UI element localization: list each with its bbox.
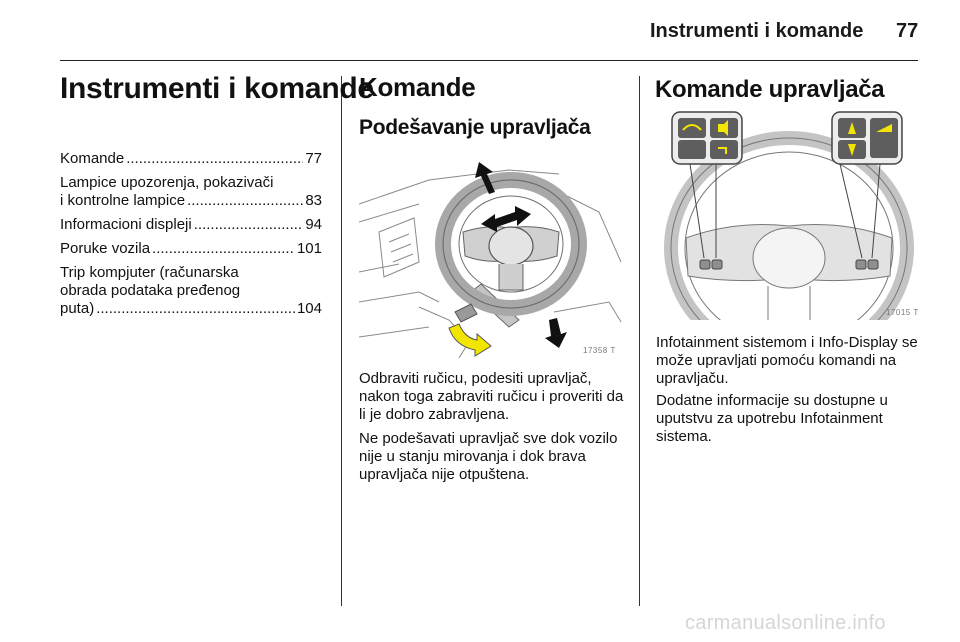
- section-title-komande: Komande: [359, 72, 476, 102]
- toc-page-number: 94: [305, 216, 322, 233]
- steering-adjustment-figure: [359, 152, 623, 358]
- steering-controls-illustration: [656, 108, 922, 320]
- toc-entry-text: Trip kompjuter (računarska: [60, 264, 239, 281]
- toc-entry-text: i kontrolne lampice: [60, 192, 186, 209]
- figure-code: 17358 T: [583, 346, 616, 355]
- steering-wheel: [443, 180, 579, 308]
- steering-adjustment-illustration: [359, 152, 623, 358]
- toc-entry[interactable]: [60, 174, 322, 210]
- running-header-title: Instrumenti i komande: [650, 20, 864, 42]
- toc-entry-text: Poruke vozila: [60, 240, 151, 257]
- paragraph: Ne podešavati upravljač sve dok vozilo nije u stanju mirovanja i dok brava upravljača nije otpuštena.: [359, 430, 618, 483]
- right-controls-callout: [832, 112, 902, 164]
- toc-page-number: 104: [296, 300, 322, 317]
- toc-leader-dots: [194, 216, 304, 234]
- column-divider-1: [341, 76, 342, 606]
- section-title-komande-upravljaca: Komande upravljača: [655, 76, 885, 103]
- figure-code: 17015 T: [886, 308, 919, 317]
- paragraph: Odbraviti ručicu, podesiti upravljač, nakon toga zabraviti ručicu i proveriti da li je dobro zabravljena.: [359, 370, 624, 423]
- toc-entry-text: Informacioni displeji: [60, 216, 192, 233]
- arrow-down-icon: [545, 318, 567, 348]
- toc-entry-text: Komande: [60, 150, 125, 167]
- header-rule: [60, 60, 918, 61]
- toc-leader-dots: [96, 300, 295, 318]
- lever-arrow-icon: [449, 324, 491, 356]
- paragraph: Dodatne informacije su dostupne u uputstvu za upotrebu Infotainment sistema.: [656, 392, 888, 445]
- toc-entry[interactable]: [60, 240, 322, 258]
- toc-page-number: 77: [305, 150, 322, 167]
- toc-page-number: 83: [305, 192, 322, 209]
- paragraph: Infotainment sistemom i Info-Display se može upravljati pomoću komandi na upravljaču.: [656, 334, 918, 387]
- toc-entry-text: puta): [60, 300, 95, 317]
- toc-entry[interactable]: [60, 150, 322, 168]
- toc-leader-dots: [152, 240, 295, 258]
- steering-wheel: [671, 138, 907, 320]
- chapter-title: Instrumenti i komande: [60, 72, 374, 105]
- toc-entry[interactable]: [60, 264, 322, 318]
- subsection-title-podesavanje: Podešavanje upravljača: [359, 116, 591, 139]
- toc-entry-text: obrada podataka pređenog: [60, 282, 241, 299]
- toc-leader-dots: [126, 150, 303, 168]
- toc-entry-text: Lampice upozorenja, pokazivači: [60, 174, 274, 191]
- toc-page-number: 101: [296, 240, 322, 257]
- steering-controls-figure: [656, 108, 922, 320]
- table-of-contents: [60, 150, 322, 324]
- watermark: carmanualsonline.info: [685, 612, 886, 634]
- column-divider-2: [639, 76, 640, 606]
- toc-entry[interactable]: [60, 216, 322, 234]
- left-controls-callout: [672, 112, 742, 164]
- page-number: 77: [896, 20, 919, 42]
- toc-leader-dots: [187, 192, 303, 210]
